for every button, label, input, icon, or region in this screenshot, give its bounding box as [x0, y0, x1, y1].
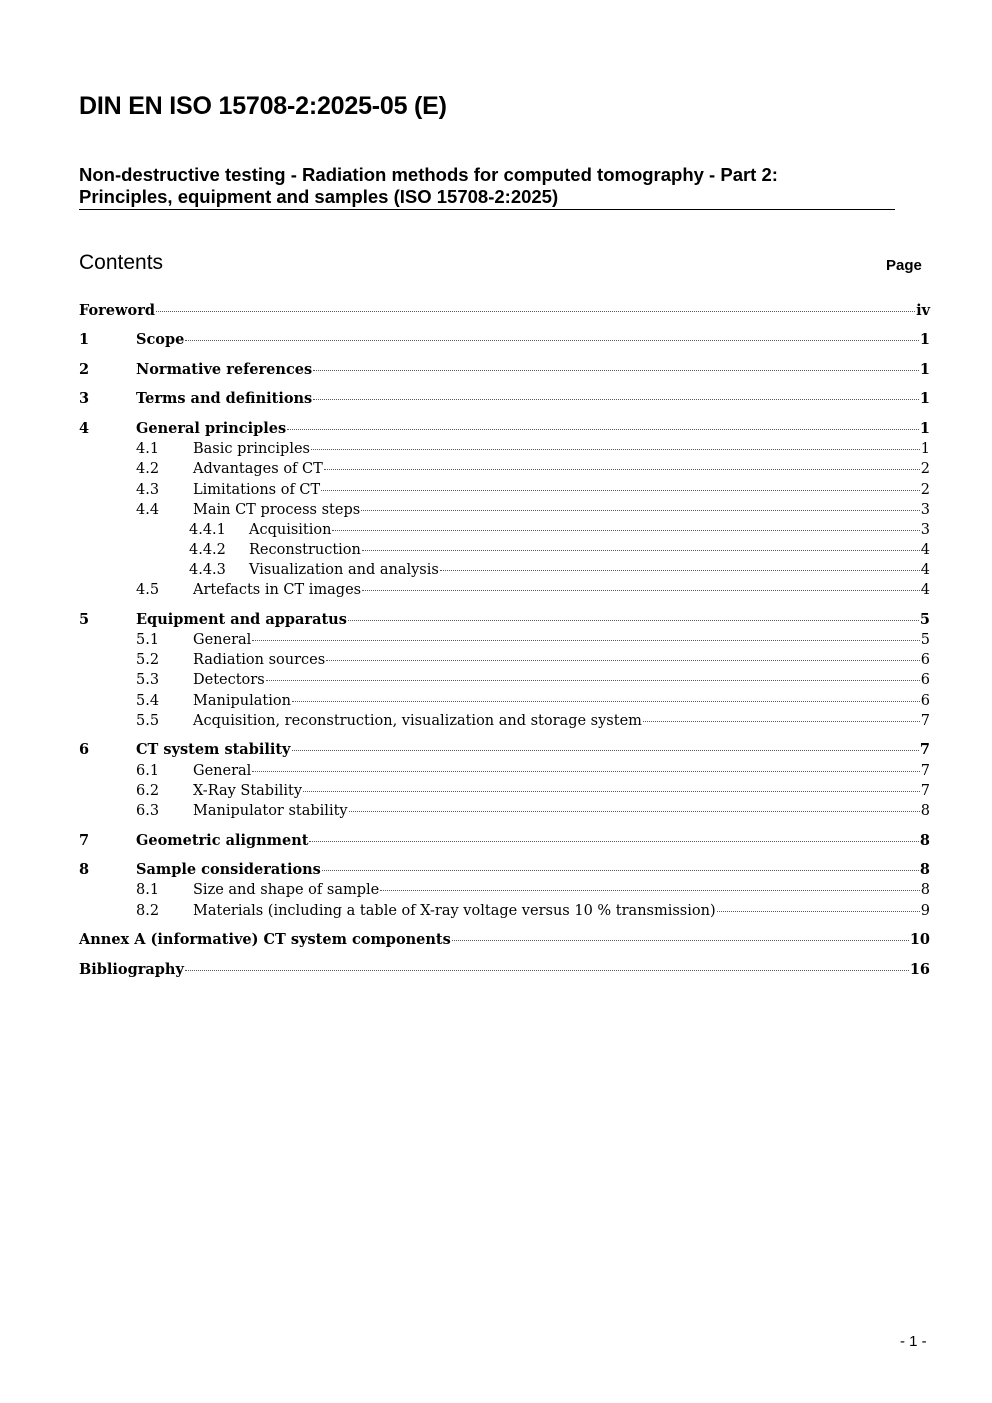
toc-entry-title: Visualization and analysis: [249, 562, 439, 578]
toc-entry-number: 4.1: [136, 441, 160, 457]
toc-entry-page: 3: [920, 502, 930, 518]
toc-dot-leader: [303, 791, 920, 792]
toc-dot-leader: [313, 399, 919, 400]
toc-entry[interactable]: [79, 480, 930, 500]
toc-dot-leader: [311, 449, 920, 450]
toc-dot-leader: [185, 340, 919, 341]
toc-entry-number: 4.4.1: [189, 522, 226, 538]
toc-entry-title: Scope: [136, 331, 185, 348]
toc-dot-leader: [362, 590, 920, 591]
toc-entry-number: 6.2: [136, 783, 160, 799]
toc-entry-number: 6.1: [136, 763, 160, 779]
toc-entry-page: 8: [919, 832, 930, 849]
toc-dot-leader: [309, 841, 918, 842]
toc-dot-leader: [266, 680, 920, 681]
toc-dot-leader: [252, 640, 919, 641]
toc-entry-title: Acquisition: [249, 522, 332, 538]
toc-dot-leader: [292, 750, 919, 751]
toc-dot-leader: [332, 530, 919, 531]
toc-entry-number: 4.2: [136, 461, 160, 477]
toc-dot-leader: [452, 940, 909, 941]
toc-dot-leader: [252, 771, 919, 772]
toc-entry-title: Artefacts in CT images: [193, 582, 362, 598]
toc-entry-number: 4.5: [136, 582, 160, 598]
toc-dot-leader: [292, 701, 920, 702]
toc-dot-leader: [321, 490, 920, 491]
toc-entry-title: Basic principles: [193, 441, 310, 457]
toc-entry[interactable]: [79, 360, 930, 380]
toc-dot-leader: [313, 370, 919, 371]
toc-entry-page: 4: [920, 562, 930, 578]
toc-entry-page: 16: [909, 961, 930, 978]
toc-entry-number: 5: [79, 611, 90, 628]
subtitle-line-2: Principles, equipment and samples (ISO 15708-2:2025): [79, 186, 559, 207]
toc-entry-page: 1: [919, 361, 930, 378]
toc-entry-title: Acquisition, reconstruction, visualization and storage system: [193, 713, 642, 729]
toc-entry-number: 8: [79, 861, 90, 878]
toc-entry-title: Bibliography: [79, 961, 184, 978]
toc-dot-leader: [287, 429, 919, 430]
toc-dot-leader: [361, 510, 920, 511]
toc-entry-number: 5.2: [136, 652, 160, 668]
toc-entry[interactable]: [79, 880, 930, 900]
toc-dot-leader: [440, 570, 920, 571]
toc-entry-number: 5.1: [136, 632, 160, 648]
toc-entry-title: General: [193, 632, 252, 648]
toc-entry-page: 1: [919, 390, 930, 407]
toc-entry-page: 4: [920, 582, 930, 598]
toc-entry-title: Limitations of CT: [193, 482, 321, 498]
toc-entry-page: 7: [920, 763, 930, 779]
toc-dot-leader: [185, 970, 909, 971]
toc-entry-page: 5: [920, 632, 930, 648]
toc-entry[interactable]: [79, 520, 930, 540]
toc-entry-page: 6: [920, 693, 930, 709]
toc-entry-title: Size and shape of sample: [193, 882, 380, 898]
toc-entry[interactable]: [79, 901, 930, 921]
toc-entry-title: Detectors: [193, 672, 265, 688]
toc-entry-number: 6.3: [136, 803, 160, 819]
toc-entry-title: Advantages of CT: [193, 461, 323, 477]
toc-entry-page: 8: [920, 803, 930, 819]
toc-entry-title: X-Ray Stability: [193, 783, 303, 799]
toc-entry-number: 4: [79, 420, 90, 437]
toc-entry-page: 8: [919, 861, 930, 878]
toc-entry[interactable]: [79, 831, 930, 851]
toc-entry-page: 6: [920, 652, 930, 668]
toc-entry-page: 6: [920, 672, 930, 688]
toc-entry-page: 5: [919, 611, 930, 628]
toc-entry[interactable]: [79, 459, 930, 479]
toc-entry-title: CT system stability: [136, 741, 291, 758]
toc-entry-number: 8.1: [136, 882, 160, 898]
toc-entry-title: Radiation sources: [193, 652, 326, 668]
toc-entry-title: Reconstruction: [249, 542, 361, 558]
toc-entry-number: 6: [79, 741, 90, 758]
toc-dot-leader: [717, 911, 920, 912]
toc-entry[interactable]: [79, 439, 930, 459]
toc-entry[interactable]: [79, 540, 930, 560]
toc-entry-page: 2: [920, 461, 930, 477]
toc-entry-number: 8.2: [136, 903, 160, 919]
toc-dot-leader: [326, 660, 920, 661]
toc-entry-title: Terms and definitions: [136, 390, 313, 407]
toc-entry[interactable]: [79, 560, 930, 580]
toc-entry-title: Manipulator stability: [193, 803, 348, 819]
toc-entry-title: General principles: [136, 420, 287, 437]
toc-entry[interactable]: [79, 330, 930, 350]
toc-entry-title: Sample considerations: [136, 861, 321, 878]
toc-entry-page: 2: [920, 482, 930, 498]
toc-entry-title: Materials (including a table of X-ray voltage versus 10 % transmission): [193, 903, 716, 919]
toc-entry-title: Equipment and apparatus: [136, 611, 347, 628]
toc-entry[interactable]: [79, 419, 930, 439]
toc-dot-leader: [156, 311, 915, 312]
toc-entry-number: 5.3: [136, 672, 160, 688]
toc-entry[interactable]: [79, 860, 930, 880]
toc-entry[interactable]: [79, 670, 930, 690]
toc-entry[interactable]: [79, 691, 930, 711]
toc-entry-page: 1: [920, 441, 930, 457]
toc-entry-page: 3: [920, 522, 930, 538]
toc-entry-number: 3: [79, 390, 90, 407]
toc-dot-leader: [324, 469, 920, 470]
document-subtitle: [79, 164, 895, 210]
toc-entry[interactable]: [79, 801, 930, 821]
toc-dot-leader: [362, 550, 920, 551]
subtitle-line-1: Non-destructive testing - Radiation methods for computed tomography - Part 2:: [79, 164, 778, 185]
toc-entry-number: 2: [79, 361, 90, 378]
toc-entry-title: Foreword: [79, 302, 155, 319]
toc-entry[interactable]: [79, 761, 930, 781]
document-id-title: DIN EN ISO 15708-2:2025-05 (E): [79, 92, 447, 120]
toc-entry-page: 4: [920, 542, 930, 558]
toc-entry-page: 10: [909, 931, 930, 948]
toc-entry[interactable]: [79, 960, 930, 980]
toc-entry[interactable]: [79, 301, 930, 321]
toc-entry[interactable]: [79, 610, 930, 630]
toc-entry-title: Manipulation: [193, 693, 291, 709]
toc-entry-page: 8: [920, 882, 930, 898]
toc-dot-leader: [322, 870, 919, 871]
toc-entry-number: 4.4.3: [189, 562, 226, 578]
toc-entry[interactable]: [79, 580, 930, 600]
toc-entry[interactable]: [79, 630, 930, 650]
toc-entry-number: 4.4.2: [189, 542, 226, 558]
toc-entry-title: Annex A (informative) CT system components: [79, 931, 451, 948]
toc-dot-leader: [380, 890, 920, 891]
toc-entry-title: Geometric alignment: [136, 832, 309, 849]
toc-entry-page: 1: [919, 331, 930, 348]
toc-entry-page: 1: [919, 420, 930, 437]
toc-entry[interactable]: [79, 781, 930, 801]
toc-entry-number: 5.5: [136, 713, 160, 729]
toc-dot-leader: [643, 721, 920, 722]
toc-entry-number: 4.3: [136, 482, 160, 498]
toc-entry-number: 7: [79, 832, 90, 849]
toc-entry-title: General: [193, 763, 252, 779]
toc-entry-title: Main CT process steps: [193, 502, 361, 518]
toc-entry-page: 9: [920, 903, 930, 919]
toc-entry[interactable]: [79, 930, 930, 950]
toc-entry-page: 7: [920, 713, 930, 729]
toc-entry-page: 7: [920, 783, 930, 799]
toc-entry[interactable]: [79, 711, 930, 731]
toc-entry-number: 5.4: [136, 693, 160, 709]
contents-heading: Contents: [79, 251, 164, 274]
toc-entry[interactable]: [79, 500, 930, 520]
toc-entry-page: iv: [916, 302, 930, 319]
toc-entry-number: 1: [79, 331, 90, 348]
toc-entry-page: 7: [919, 741, 930, 758]
toc-dot-leader: [349, 811, 920, 812]
toc-dot-leader: [348, 620, 919, 621]
toc-entry[interactable]: [79, 740, 930, 760]
toc-entry-number: 4.4: [136, 502, 160, 518]
page-column-label: Page: [886, 257, 922, 274]
toc-entry-title: Normative references: [136, 361, 313, 378]
toc-entry[interactable]: [79, 389, 930, 409]
footer-page-number: - 1 -: [900, 1333, 927, 1350]
toc-entry[interactable]: [79, 650, 930, 670]
